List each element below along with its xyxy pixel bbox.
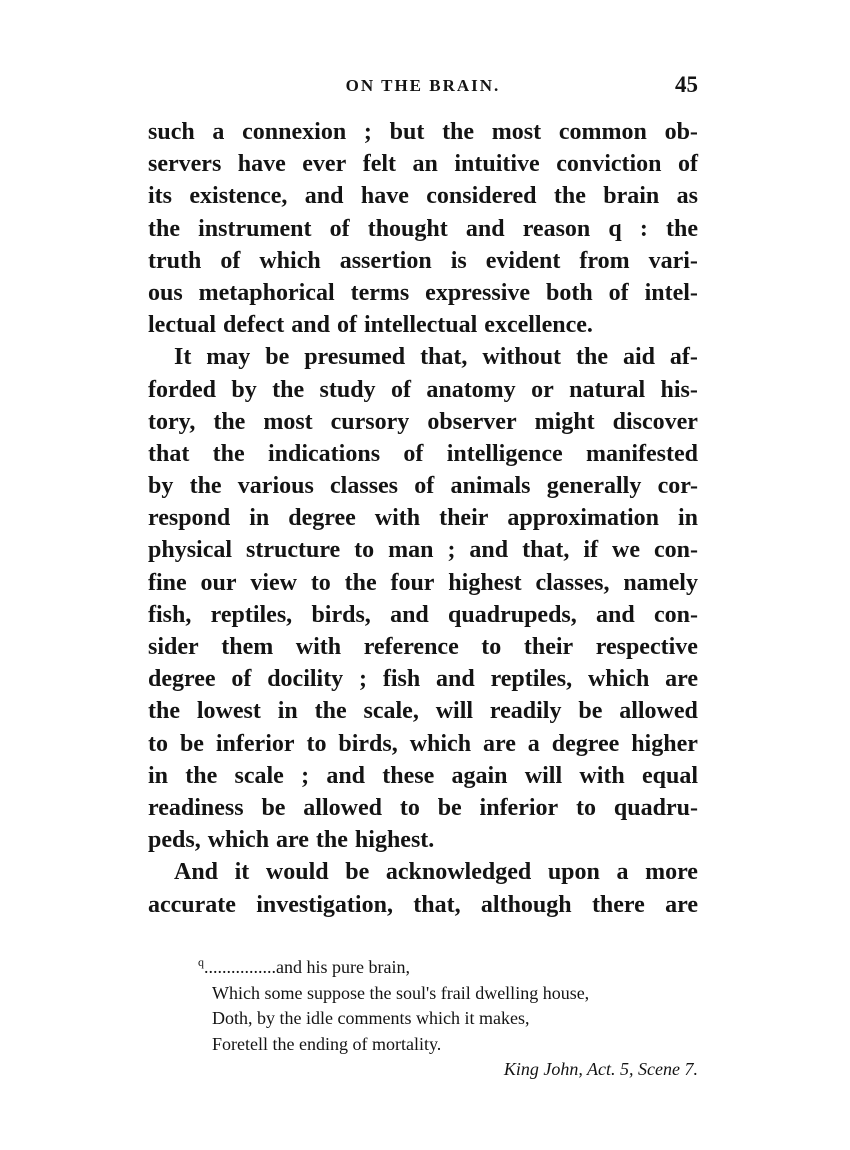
word: readiness (148, 794, 244, 821)
word: higher (631, 730, 698, 757)
word: birds, (338, 730, 398, 757)
word: if (583, 537, 599, 564)
text-line (148, 567, 698, 599)
word: thought (367, 215, 448, 242)
word: the (314, 698, 347, 725)
word: classes, (535, 569, 610, 596)
text-line (148, 728, 698, 760)
word: classes (330, 473, 399, 500)
word: of (403, 440, 424, 467)
word: these (382, 762, 435, 789)
word: to (354, 537, 375, 564)
word: tory, (148, 408, 196, 435)
word: a (616, 859, 629, 886)
word: aid (622, 344, 655, 371)
running-head: ON THE BRAIN. (345, 76, 501, 95)
word: in (148, 762, 169, 789)
word: existence, (189, 183, 288, 210)
word: them (221, 634, 274, 660)
word: the (442, 119, 475, 145)
word: are (665, 891, 698, 918)
word: the (189, 473, 222, 500)
word: namely (623, 569, 698, 596)
word: generally (546, 473, 642, 500)
word: which (409, 730, 472, 757)
text-line (148, 534, 698, 566)
word: of (336, 312, 357, 339)
word: degree (288, 505, 356, 532)
word: his- (660, 376, 698, 403)
word: intelligence (446, 440, 563, 467)
word: : (639, 215, 648, 242)
word: would (265, 859, 329, 886)
word: from (579, 247, 630, 274)
word: the (553, 183, 586, 210)
page-number: 45 (675, 72, 698, 97)
word: quadrupeds, (448, 601, 577, 628)
word: highest. (354, 827, 435, 854)
word: four (390, 569, 435, 596)
word: to (576, 794, 597, 821)
word: and (390, 601, 429, 628)
word: to (310, 569, 331, 596)
word: And (174, 859, 219, 886)
word: docility (267, 666, 344, 693)
text-line (148, 213, 698, 245)
word: be (345, 859, 370, 886)
word: instrument (198, 215, 312, 242)
word: servers (148, 151, 222, 178)
word: their (523, 634, 574, 660)
word: felt (362, 151, 397, 178)
word: brain (603, 183, 660, 210)
word: lectual (148, 312, 216, 339)
word: and (326, 762, 366, 789)
word: sider (148, 634, 199, 660)
word: a (212, 119, 225, 145)
word: which (587, 666, 650, 693)
text-line (148, 309, 698, 341)
word: in (249, 505, 270, 532)
word: may (206, 344, 251, 371)
word: excellence. (484, 312, 593, 339)
word: ; (359, 666, 368, 693)
word: con- (654, 537, 698, 564)
text-line (148, 470, 698, 502)
text-line (148, 180, 698, 212)
word: by (231, 376, 257, 403)
text-line (148, 438, 698, 470)
text-line (148, 889, 698, 921)
word: fish, (148, 601, 192, 628)
word: metaphorical (198, 279, 335, 306)
word: intellectual (363, 312, 478, 339)
word: presumed (304, 344, 406, 371)
word: animals (450, 473, 531, 500)
word: but (389, 119, 425, 145)
footnote-line: Foretell the ending of mortality. (212, 1033, 442, 1054)
word: without (482, 344, 562, 371)
word: of (678, 151, 698, 178)
word: with (579, 762, 625, 789)
word: ous (148, 279, 183, 306)
text-line (148, 245, 698, 277)
word: scale (234, 762, 284, 789)
word: ; (301, 762, 310, 789)
word: the (213, 408, 246, 435)
page-header (148, 72, 698, 106)
word: we (612, 537, 641, 564)
footnote-line: Which some suppose the soul's frail dwelling house, (212, 982, 590, 1003)
word: lowest (196, 698, 261, 725)
word: birds, (311, 601, 371, 628)
word: the (185, 762, 218, 789)
word: in (677, 505, 698, 532)
word: connexion (242, 119, 347, 145)
word: ; (363, 119, 372, 145)
text-line (148, 856, 698, 888)
word: and (596, 601, 635, 628)
word: to (399, 794, 420, 821)
word: con- (654, 601, 698, 628)
word: allowed (619, 698, 698, 725)
word: view (250, 569, 297, 596)
word: inferior (479, 794, 559, 821)
word: natural (569, 376, 646, 403)
word: upon (547, 859, 600, 886)
word: that (148, 440, 190, 467)
word: degree (551, 730, 620, 757)
word: as (676, 183, 698, 210)
word: of (231, 666, 252, 693)
word: are (665, 666, 698, 693)
word: again (451, 762, 508, 789)
word: common (558, 119, 647, 145)
word: q (608, 215, 622, 242)
text-line (148, 406, 698, 438)
word: the (344, 569, 377, 596)
word: are (482, 730, 516, 757)
word: with (374, 505, 421, 532)
word: is (450, 247, 467, 274)
word: various (237, 473, 314, 500)
text-line (148, 599, 698, 631)
word: physical (148, 537, 233, 564)
word: with (295, 634, 342, 660)
word: expressive (425, 279, 531, 306)
word: by (148, 473, 174, 500)
word: highest (448, 569, 522, 596)
footnote-attribution: King John, Act. 5, Scene 7. (503, 1059, 698, 1079)
word: be (179, 730, 204, 757)
word: which (207, 827, 270, 854)
footnote-line: Doth, by the idle comments which it makes, (212, 1008, 530, 1028)
word: the (212, 440, 245, 467)
word: and (304, 183, 344, 210)
word: reason (522, 215, 591, 242)
word: af- (669, 344, 698, 371)
word: will (524, 762, 563, 789)
word: observer (427, 408, 517, 435)
text-line (148, 760, 698, 792)
word: be (437, 794, 462, 821)
word: an (412, 151, 438, 178)
word: quadru- (613, 794, 698, 821)
word: study (319, 376, 376, 403)
word: have (360, 183, 409, 210)
word: that, (420, 344, 468, 371)
word: there (591, 891, 645, 918)
word: their (439, 505, 489, 532)
word: degree (148, 666, 216, 693)
word: the (148, 215, 180, 242)
word: reference (363, 634, 459, 660)
word: respective (595, 634, 698, 660)
word: and (465, 215, 505, 242)
footnote-text: ................and his pure brain, (204, 957, 410, 977)
word: terms (350, 279, 410, 306)
word: will (435, 698, 474, 725)
word: conviction (556, 151, 662, 178)
word: intuitive (454, 151, 540, 178)
word: of (414, 473, 435, 500)
word: equal (641, 762, 698, 789)
word: cor- (657, 473, 698, 500)
word: respond (148, 505, 231, 532)
text-line (148, 695, 698, 727)
text-line (148, 116, 698, 148)
word: reptiles, (490, 666, 573, 693)
word: structure (246, 537, 341, 564)
word: investigation, (256, 891, 393, 918)
word: of (390, 376, 411, 403)
word: our (200, 569, 237, 596)
word: the (315, 827, 348, 854)
word: acknowledged (385, 859, 532, 886)
text-line (148, 502, 698, 534)
word: man (388, 537, 434, 564)
word: the (148, 698, 180, 725)
word: of (608, 279, 629, 306)
word: are (276, 827, 309, 854)
word: that, (522, 537, 570, 564)
word: a (527, 730, 540, 757)
word: be (578, 698, 603, 725)
word: fine (148, 569, 187, 596)
word: ob- (664, 119, 698, 145)
word: that, (413, 891, 461, 918)
word: the (666, 215, 698, 242)
text-line (148, 374, 698, 406)
word: and (469, 537, 509, 564)
word: anatomy (426, 376, 516, 403)
word: such (148, 119, 195, 145)
word: discover (612, 408, 698, 435)
word: to (306, 730, 327, 757)
word: readily (489, 698, 562, 725)
word: and (291, 312, 330, 339)
word: be (261, 794, 286, 821)
word: It (174, 344, 192, 371)
word: its (148, 183, 172, 210)
word: both (546, 279, 593, 306)
footnote (195, 955, 698, 1083)
word: the (272, 376, 305, 403)
word: accurate (148, 891, 236, 918)
footnote-marker: q (198, 955, 204, 969)
word: intel- (644, 279, 698, 306)
word: it (234, 859, 250, 886)
word: of (220, 247, 241, 274)
text-line (148, 792, 698, 824)
text-line (148, 277, 698, 309)
word: indications (268, 440, 381, 467)
word: be (265, 344, 290, 371)
word: scale, (363, 698, 419, 725)
word: cursory (330, 408, 410, 435)
word: might (534, 408, 595, 435)
word: to (148, 730, 168, 757)
footnote-line (198, 955, 698, 981)
word: although (480, 891, 572, 918)
word: ; (447, 537, 456, 564)
text-line (148, 824, 698, 856)
word: vari- (648, 247, 698, 274)
word: more (645, 859, 698, 886)
word: reptiles, (210, 601, 293, 628)
word: ever (302, 151, 347, 178)
word: allowed (303, 794, 382, 821)
text-line (148, 631, 698, 663)
word: inferior (215, 730, 295, 757)
word: or (531, 376, 554, 403)
word: have (237, 151, 286, 178)
word: defect (222, 312, 285, 339)
word: peds, (148, 827, 201, 854)
word: assertion (339, 247, 432, 274)
word: which (259, 247, 321, 274)
word: forded (148, 376, 216, 403)
word: approximation (507, 505, 659, 532)
word: fish (382, 666, 421, 693)
body-text (148, 116, 698, 921)
word: and (436, 666, 475, 693)
word: of (329, 215, 350, 242)
word: evident (485, 247, 561, 274)
word: most (491, 119, 542, 145)
word: considered (426, 183, 537, 210)
word: most (263, 408, 313, 435)
text-line (148, 663, 698, 695)
word: in (277, 698, 298, 725)
text-line (148, 148, 698, 180)
word: manifested (585, 440, 698, 467)
word: the (576, 344, 608, 371)
word: truth (148, 247, 202, 274)
word: to (481, 634, 502, 660)
text-line (148, 341, 698, 373)
